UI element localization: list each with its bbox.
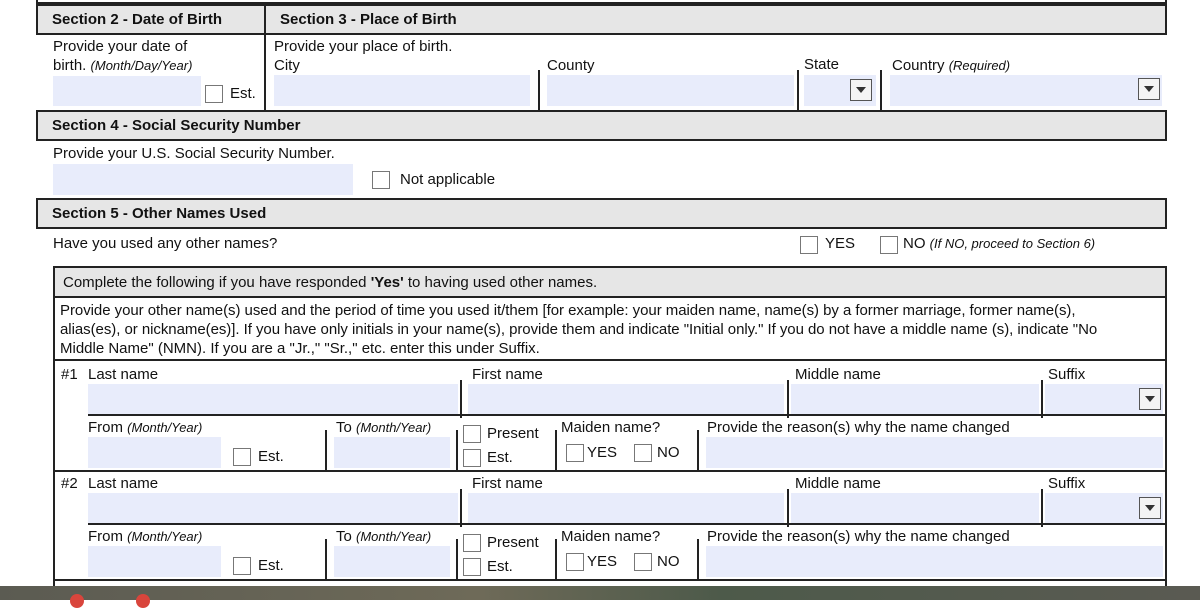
maiden-yes-label: YES <box>587 553 618 570</box>
chevron-down-icon <box>1144 504 1156 512</box>
entry-number: #1 <box>61 366 78 383</box>
present-label: Present <box>487 534 539 551</box>
ssn-not-applicable-checkbox[interactable] <box>372 171 390 189</box>
maiden-name-label: Maiden name? <box>561 528 661 545</box>
first-name-input[interactable] <box>468 384 784 414</box>
section-4-header <box>36 110 1167 141</box>
divider <box>697 430 699 470</box>
entry-divider <box>53 579 1167 581</box>
section-2-divider <box>264 35 266 110</box>
county-label: County <box>547 57 595 74</box>
instructions-line-3: Middle Name" (NMN). If you are a "Jr.," "Sr.," etc. enter this under Suffix. <box>60 340 540 357</box>
entry-number: #2 <box>61 475 78 492</box>
section-2-header <box>36 4 266 35</box>
maiden-yes-checkbox[interactable] <box>566 553 584 571</box>
section-4-title: Section 4 - Social Security Number <box>52 117 301 134</box>
first-name-label: First name <box>472 475 543 492</box>
suffix-label: Suffix <box>1048 366 1086 383</box>
present-label: Present <box>487 425 539 442</box>
maiden-no-label: NO <box>657 444 680 461</box>
reason-label: Provide the reason(s) why the name changed <box>707 528 1010 545</box>
last-name-input[interactable] <box>88 493 458 523</box>
from-input[interactable] <box>88 437 221 468</box>
suffix-dropdown-button[interactable] <box>1139 388 1161 410</box>
ssn-prompt: Provide your U.S. Social Security Number. <box>53 145 335 162</box>
divider <box>555 430 557 470</box>
country-label: Country (Required) <box>892 57 1011 74</box>
divider <box>697 539 699 579</box>
to-est-checkbox[interactable] <box>463 558 481 576</box>
to-label: To (Month/Year) <box>336 419 432 436</box>
present-checkbox[interactable] <box>463 425 481 443</box>
city-label: City <box>274 57 300 74</box>
maiden-yes-label: YES <box>587 444 618 461</box>
last-name-label: Last name <box>88 366 159 383</box>
country-hint: (Required) <box>948 58 1011 73</box>
middle-name-label: Middle name <box>795 366 881 383</box>
section-5-title: Section 5 - Other Names Used <box>52 205 267 222</box>
last-name-input[interactable] <box>88 384 458 414</box>
divider <box>325 539 327 579</box>
chevron-down-icon <box>1143 85 1155 93</box>
divider <box>456 430 458 470</box>
to-est-label: Est. <box>487 449 513 466</box>
middle-name-label: Middle name <box>795 475 881 492</box>
from-input[interactable] <box>88 546 221 577</box>
dob-prompt-line2: birth. (Month/Day/Year) <box>53 57 193 74</box>
other-names-question: Have you used any other names? <box>53 235 278 252</box>
to-est-label: Est. <box>487 558 513 575</box>
divider <box>787 380 789 418</box>
ssn-input[interactable] <box>53 164 353 195</box>
taskbar-dot <box>136 594 150 608</box>
divider <box>88 523 1167 525</box>
city-county-divider <box>538 70 540 110</box>
chevron-down-icon <box>1144 395 1156 403</box>
first-name-label: First name <box>472 366 543 383</box>
divider <box>88 414 1167 416</box>
maiden-yes-checkbox[interactable] <box>566 444 584 462</box>
instructions-divider <box>53 359 1167 361</box>
state-dropdown-button[interactable] <box>850 79 872 101</box>
other-names-yes-checkbox[interactable] <box>800 236 818 254</box>
to-label: To (Month/Year) <box>336 528 432 545</box>
from-est-label: Est. <box>258 557 284 574</box>
other-names-box-header: Complete the following if you have responded 'Yes' to having used other names. <box>53 266 1167 298</box>
section-2-title: Section 2 - Date of Birth <box>52 11 223 28</box>
dob-est-checkbox[interactable] <box>205 85 223 103</box>
to-est-checkbox[interactable] <box>463 449 481 467</box>
from-label: From (Month/Year) <box>88 528 203 545</box>
divider <box>460 380 462 418</box>
taskbar-dot <box>70 594 84 608</box>
middle-name-input[interactable] <box>791 384 1039 414</box>
ssn-not-applicable-label: Not applicable <box>400 171 496 188</box>
country-dropdown-button[interactable] <box>1138 78 1160 100</box>
last-name-label: Last name <box>88 475 159 492</box>
dob-prompt-line1: Provide your date of <box>53 38 188 55</box>
maiden-no-checkbox[interactable] <box>634 553 652 571</box>
divider <box>1041 380 1043 418</box>
dob-input[interactable] <box>53 76 201 106</box>
reason-input[interactable] <box>706 437 1163 468</box>
from-est-label: Est. <box>258 448 284 465</box>
other-names-no-label: NO (If NO, proceed to Section 6) <box>903 235 1096 252</box>
pob-prompt: Provide your place of birth. <box>274 38 453 55</box>
state-country-divider <box>880 70 882 110</box>
county-input[interactable] <box>547 75 794 106</box>
taskbar-strip <box>0 586 1200 600</box>
instructions-line-1: Provide your other name(s) used and the period of time you used it/them [for example: your maiden name, name(s) by a former marriage, former name(s), <box>60 302 1076 319</box>
divider <box>555 539 557 579</box>
reason-label: Provide the reason(s) why the name changed <box>707 419 1010 436</box>
country-select[interactable] <box>890 75 1162 106</box>
chevron-down-icon <box>855 86 867 94</box>
first-name-input[interactable] <box>468 493 784 523</box>
reason-input[interactable] <box>706 546 1163 577</box>
section-3-title: Section 3 - Place of Birth <box>280 11 457 28</box>
to-input[interactable] <box>334 546 450 577</box>
section-5-header <box>36 198 1167 229</box>
suffix-label: Suffix <box>1048 475 1086 492</box>
from-label: From (Month/Year) <box>88 419 203 436</box>
maiden-no-label: NO <box>657 553 680 570</box>
other-names-no-hint: (If NO, proceed to Section 6) <box>929 236 1096 251</box>
instructions-line-2: alias(es), or nickname(es)]. If you have only initials in your name(s), provide them and indicate "Initial only." If you do not have a middle name (s), indicate "No <box>60 321 1098 338</box>
middle-name-input[interactable] <box>791 493 1039 523</box>
maiden-no-checkbox[interactable] <box>634 444 652 462</box>
dob-est-label: Est. <box>230 85 256 102</box>
dob-hint: (Month/Day/Year) <box>90 58 193 73</box>
maiden-name-label: Maiden name? <box>561 419 661 436</box>
divider <box>1041 489 1043 527</box>
divider <box>456 539 458 579</box>
divider <box>460 489 462 527</box>
from-est-checkbox[interactable] <box>233 448 251 466</box>
city-input[interactable] <box>274 75 530 106</box>
divider <box>325 430 327 470</box>
county-state-divider <box>797 70 799 110</box>
state-label: State <box>804 56 840 73</box>
divider <box>787 489 789 527</box>
from-est-checkbox[interactable] <box>233 557 251 575</box>
present-checkbox[interactable] <box>463 534 481 552</box>
entry-divider <box>53 470 1167 472</box>
suffix-dropdown-button[interactable] <box>1139 497 1161 519</box>
to-input[interactable] <box>334 437 450 468</box>
other-names-yes-label: YES <box>825 235 856 252</box>
other-names-no-checkbox[interactable] <box>880 236 898 254</box>
section-3-header <box>264 4 1167 35</box>
